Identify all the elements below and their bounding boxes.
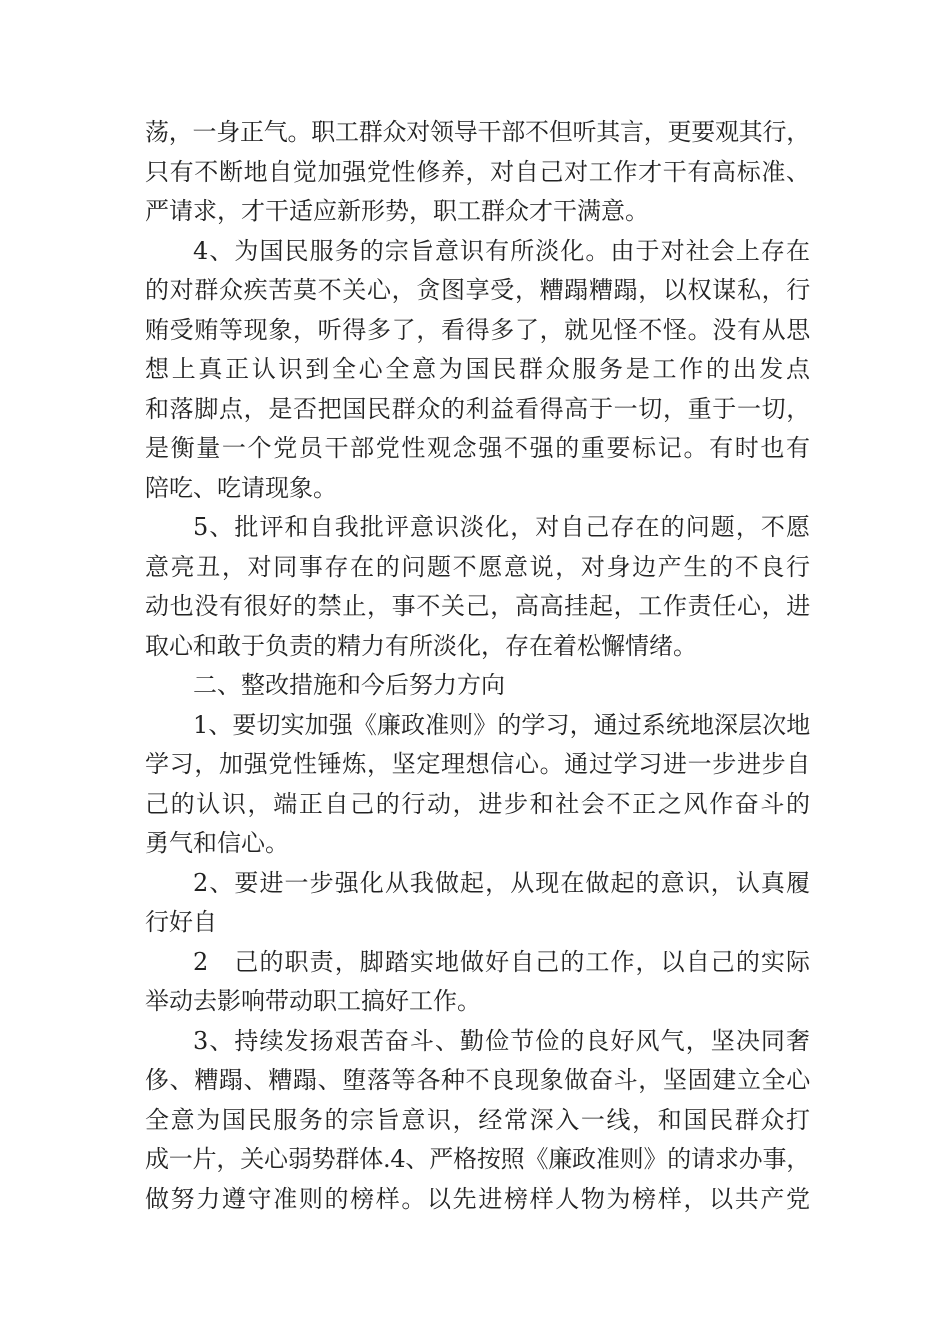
text-line: 的对群众疾苦莫不关心，贪图享受，糟蹋糟蹋，以权谋私，行 bbox=[145, 276, 810, 304]
text-line: 侈、糟蹋、糟蹋、堕落等各种不良现象做奋斗，坚固建立全心 bbox=[145, 1066, 810, 1094]
text-line: 己的认识，端正自己的行动，进步和社会不正之风作奋斗的 bbox=[145, 789, 810, 818]
text-line: 成一片，关心弱势群体.4、严格按照《廉政准则》的请求办事， bbox=[145, 1145, 810, 1173]
text-line: 想上真正认识到全心全意为国民群众服务是工作的出发点 bbox=[145, 355, 810, 383]
text-line: 3、持续发扬艰苦奋斗、勤俭节俭的良好风气，坚决同奢 bbox=[193, 1026, 810, 1055]
section-heading: 二、整改措施和今后努力方向 bbox=[193, 671, 505, 699]
text-line: 行好自 bbox=[145, 908, 217, 936]
text-line: 全意为国民服务的宗旨意识，经常深入一线，和国民群众打 bbox=[145, 1105, 810, 1134]
text-line: 贿受贿等现象，听得多了，看得多了，就见怪不怪。没有从思 bbox=[145, 315, 810, 344]
text-line: 取心和敢于负责的精力有所淡化，存在着松懈情绪。 bbox=[145, 631, 697, 660]
document-body bbox=[145, 113, 810, 1219]
text-line: 学习，加强党性锤炼，坚定理想信心。通过学习进一步进步自 bbox=[145, 750, 810, 778]
text-line: 1、要切实加强《廉政准则》的学习，通过系统地深层次地 bbox=[193, 710, 810, 739]
text-line: 动也没有很好的禁止，事不关己，高高挂起，工作责任心，进 bbox=[145, 592, 810, 620]
text-line: 5、批评和自我批评意识淡化，对自己存在的问题，不愿 bbox=[193, 513, 810, 541]
text-line: 做努力遵守准则的榜样。以先进榜样人物为榜样，以共产党 bbox=[145, 1184, 810, 1213]
text-line: 勇气和信心。 bbox=[145, 829, 289, 857]
text-line: 是衡量一个党员干部党性观念强不强的重要标记。有时也有 bbox=[145, 434, 810, 462]
text-line: 2 己的职责，脚踏实地做好自己的工作，以自己的实际 bbox=[193, 947, 810, 976]
text-line: 只有不断地自觉加强党性修养，对自己对工作才干有高标准、 bbox=[145, 157, 810, 186]
text-line: 陪吃、吃请现象。 bbox=[145, 473, 337, 502]
text-line: 和落脚点，是否把国民群众的利益看得高于一切，重于一切， bbox=[145, 394, 810, 423]
text-line: 4、为国民服务的宗旨意识有所淡化。由于对社会上存在 bbox=[193, 236, 810, 265]
text-line: 2、要进一步强化从我做起，从现在做起的意识，认真履 bbox=[193, 868, 810, 897]
text-line: 举动去影响带动职工搞好工作。 bbox=[145, 987, 481, 1015]
text-line: 意亮丑，对同事存在的问题不愿意说，对身边产生的不良行 bbox=[145, 552, 810, 581]
text-line: 荡，一身正气。职工群众对领导干部不但听其言，更要观其行， bbox=[145, 118, 810, 146]
text-line: 严请求，才干适应新形势，职工群众才干满意。 bbox=[145, 197, 649, 225]
